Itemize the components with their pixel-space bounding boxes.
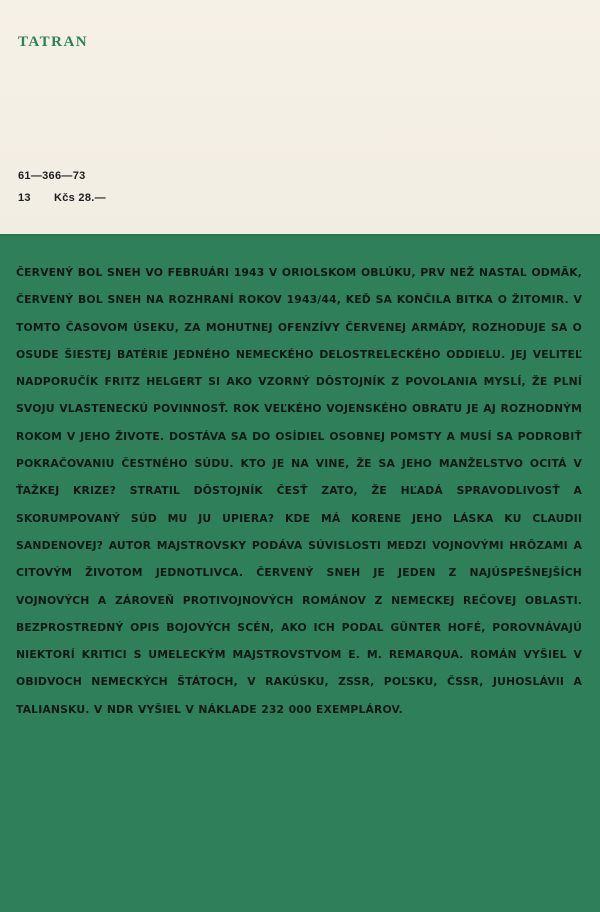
top-panel [0,0,600,234]
publisher-name: TATRAN [18,34,89,50]
blurb-text: ČERVENÝ BOL SNEH VO FEBRUÁRI 1943 V ORIOLSKOM OBLÚKU, PRV NEŽ NASTAL ODMÄK, ČERVENÝ BOL SNEH NA ROZHRANÍ ROKOV 1943/44, KEĎ SA KONČILA BITKA O ŽITOMIR. V TOMTO ČASOVOM ÚSEKU, ZA MOHUTNEJ OFENZÍVY ČERVENEJ ARMÁDY, ROZHODUJE SA O OSUDE ŠIESTEJ BATÉRIE JEDNÉHO NEMECKÉHO DELOSTRELECKÉHO ODDIELU. JEJ VELITEĽ NADPORUČÍK FRITZ HELGERT SI AKO VZORNÝ DÔSTOJNÍK Z POVOLANIA MYSLÍ, ŽE PLNÍ SVOJU VLASTENECKÚ POVINNOSŤ. ROK VEĽKÉHO VOJENSKÉHO OBRATU JE AJ ROZHODNÝM ROKOM V JEHO ŽIVOTE. DOSTÁVA SA DO OSÍDIEL OSOBNEJ POMSTY A MUSÍ SA PODROBIŤ POKRAČOVANIU ČESTNÉHO SÚDU. KTO JE NA VINE, ŽE SA JEHO MANŽELSTVO OCITÁ V ŤAŽKEJ KRIZE? STRATIL DÔSTOJNÍK ČESŤ ZATO, ŽE HĽADÁ SPRAVODLIVOSŤ A SKORUMPOVANÝ SÚD MU JU UPIERA? KDE MÁ KORENE JEHO LÁSKA KU CLAUDII SANDENOVEJ? AUTOR MAJSTROVSKY PODÁVA SÚVISLOSTI MEDZI VOJNOVÝMI HRÔZAMI A CITOVÝM ŽIVOTOM JEDNOTLIVCA. ČERVENÝ SNEH JE JEDEN Z NAJÚSPEŠNEJŠÍCH VOJNOVÝCH A ZÁROVEŇ PROTIVOJNOVÝCH ROMÁNOV Z NEMECKEJ REČOVEJ OBLASTI. BEZPROSTREDNÝ OPIS BOJOVÝCH SCÉN, AKO ICH PODAL GÜNTER HOFÉ, POROVNÁVAJÚ NIEKTORÍ KRITICI S UMELECKÝM MAJSTROVSTVOM E. M. REMARQUA. ROMÁN VYŠIEL V OBIDVOCH NEMECKÝCH ŠTÁTOCH, V RAKÚSKU, ZSSR, POĽSKU, ČSSR, JUHOSLÁVII A TALIANSKU. V NDR VYŠIEL V NÁKLADE 232 000 EXEMPLÁROV. [16,266,582,716]
series-number: 13 [18,192,31,204]
price: Kčs 28.— [54,192,106,204]
catalog-code: 61—366—73 [18,170,86,182]
price-line [18,192,106,204]
